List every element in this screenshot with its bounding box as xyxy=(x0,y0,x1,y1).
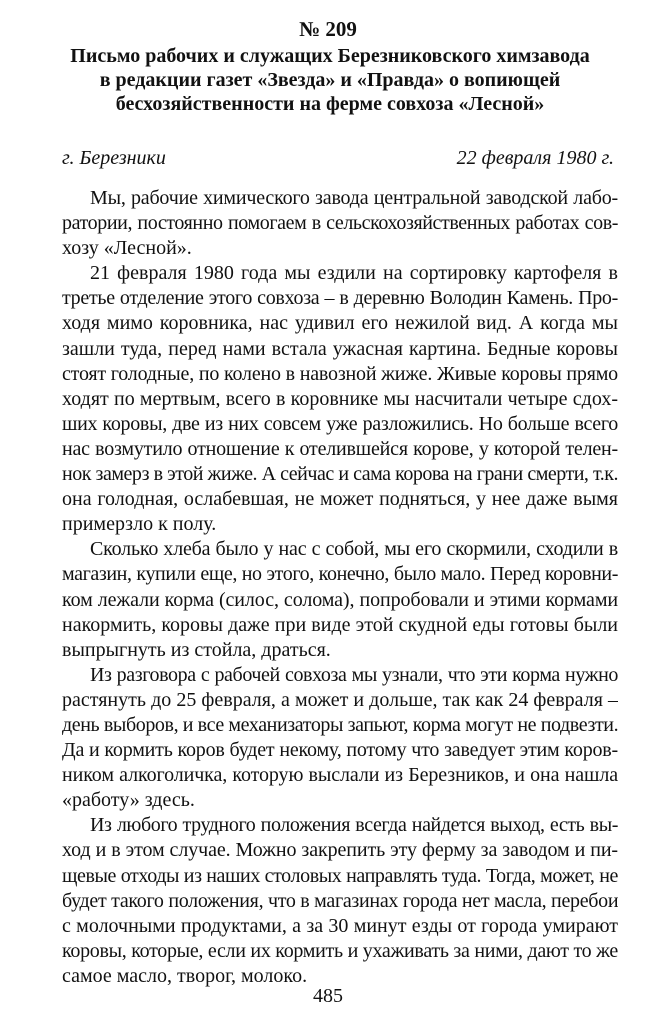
paragraph-line: Из любого трудного положения всегда найдется выход, есть вы- xyxy=(90,814,618,837)
document-number: № 209 xyxy=(299,17,357,41)
paragraph-line: коровы, которые, если их кормить и ухаживать за ними, дают то же xyxy=(62,939,618,962)
paragraph-line: самое масло, творог, молоко. xyxy=(62,964,308,987)
paragraph-line: нас возмутило отношение к отелившейся корове, у которой телен- xyxy=(62,437,618,460)
paragraph-line: нок замерз в этой жиже. А сейчас и сама корова на грани смерти, т.к. xyxy=(62,463,618,486)
paragraph-line: Мы, рабочие химического завода центральной заводской лабо- xyxy=(90,187,618,209)
paragraph-line: стоят голодные, по колено в навозной жиже. Живые коровы прямо xyxy=(62,362,618,385)
title-line: Письмо рабочих и служащих Березниковского химзавода xyxy=(70,45,590,67)
paragraph-line: хозу «Лесной». xyxy=(62,237,192,260)
paragraph-line: Из разговора с рабочей совхоза мы узнали, что эти корма нужно xyxy=(90,663,618,686)
paragraph-line: растянуть до 25 февраля, а может и дольше, так как 24 февраля – xyxy=(62,688,618,711)
paragraph xyxy=(62,537,618,662)
paragraph-line: зашли туда, перед нами встала ужасная картина. Бедные коровы xyxy=(62,337,618,360)
title-line: бесхозяйственности на ферме совхоза «Лесной» xyxy=(115,93,545,115)
paragraph-line: ком лежали корма (силос, солома), попробовали и этими кормами xyxy=(62,588,618,611)
paragraph-line: ход и в этом случае. Можно закрепить эту ферму за заводом и пи- xyxy=(62,839,618,862)
paragraph-line: ходят по мертвым, всего в коровнике мы насчитали четыре сдох- xyxy=(62,387,618,410)
paragraph-line: выпрыгнуть из стойла, драться. xyxy=(62,638,331,661)
paragraph xyxy=(62,261,618,537)
paragraph-line: день выборов, и все механизаторы запьют, корма могут не подвезти. xyxy=(62,713,618,736)
paragraph-line: накормить, коровы даже при виде этой скудной еды готовы были xyxy=(62,613,618,636)
paragraph-line: ратории, постоянно помогаем в сельскохозяйственных работах сов- xyxy=(62,212,618,235)
paragraph-line: магазин, купили еще, но этого, конечно, было мало. Перед коровни- xyxy=(62,563,618,586)
page-number: 485 xyxy=(313,985,343,1007)
paragraph xyxy=(62,813,618,989)
paragraph-line: Да и кормить коров будет некому, потому что заведует этим коров- xyxy=(62,739,618,762)
paragraph-line: ходя мимо коровника, нас удивил его нежилой вид. А когда мы xyxy=(62,312,618,335)
paragraph-line: будет такого положения, что в магазинах города нет масла, перебои xyxy=(62,889,618,912)
paragraph-line: она голодная, ослабевшая, не может подняться, у нее даже вымя xyxy=(62,488,618,511)
document-place: г. Березники xyxy=(62,147,166,169)
paragraph-line: щевые отходы из наших столовых направлять туда. Тогда, может, не xyxy=(62,864,618,887)
document-date: 22 февраля 1980 г. xyxy=(456,147,614,169)
document-title xyxy=(50,44,610,116)
paragraph-line: Сколько хлеба было у нас с собой, мы его скормили, сходили в xyxy=(90,538,618,561)
paragraph-line: примерзло к полу. xyxy=(62,513,217,536)
paragraph-line: «работу» здесь. xyxy=(62,789,195,812)
letter-body xyxy=(62,186,618,989)
paragraph-line: 21 февраля 1980 года мы ездили на сортировку картофеля в xyxy=(90,262,618,285)
paragraph xyxy=(62,663,618,814)
paragraph xyxy=(62,186,618,261)
paragraph-line: с молочными продуктами, а за 30 минут езды от города умирают xyxy=(62,914,618,937)
title-line: в редакции газет «Звезда» и «Правда» о вопиющей xyxy=(99,69,561,91)
paragraph-line: ником алкоголичка, которую выслали из Березников, и она нашла xyxy=(62,764,618,787)
paragraph-line: третье отделение этого совхоза – в деревню Володин Камень. Про- xyxy=(62,287,618,310)
paragraph-line: ших коровы, две из них совсем уже разложились. Но больше всего xyxy=(62,412,618,435)
